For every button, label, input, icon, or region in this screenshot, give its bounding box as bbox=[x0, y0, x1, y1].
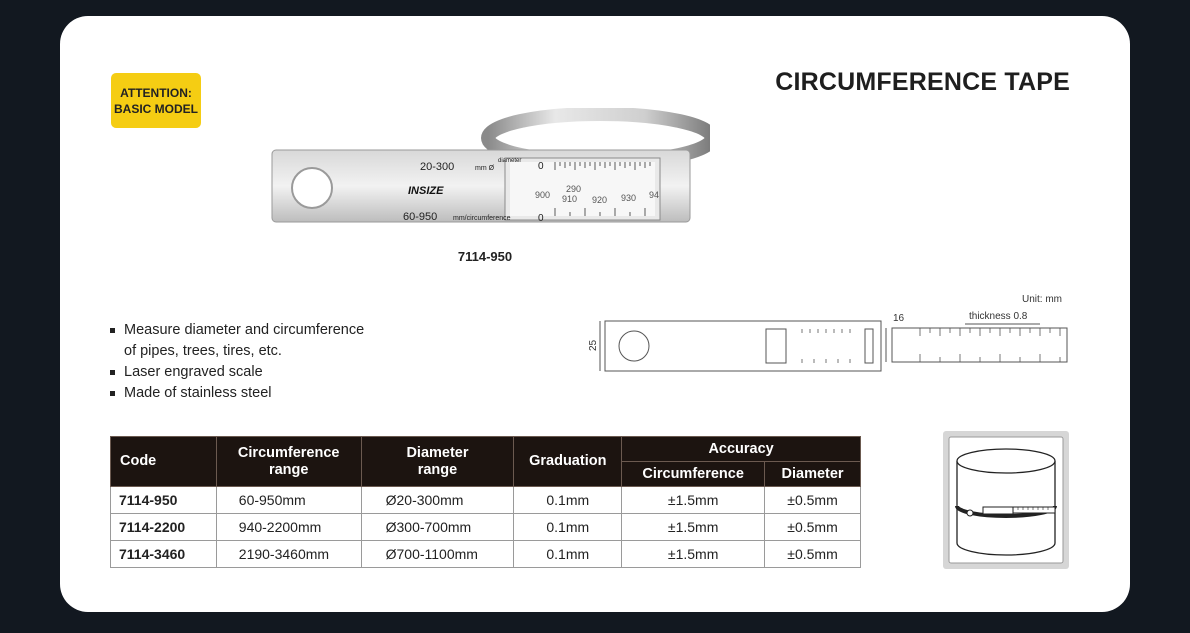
cell-dia: Ø20-300mm bbox=[361, 487, 514, 514]
scale-strip bbox=[510, 162, 655, 216]
scale-label-bottom: 94 bbox=[649, 190, 660, 200]
cell-acc-circ: ±1.5mm bbox=[622, 514, 765, 541]
drawing-ticks bbox=[802, 328, 1060, 363]
header-accuracy: Accuracy bbox=[622, 437, 861, 462]
width-dim-label: 16 bbox=[893, 313, 905, 324]
header-dia-range bbox=[361, 437, 514, 487]
cell-acc-circ: ±1.5mm bbox=[622, 487, 765, 514]
range-top-label: 20-300 bbox=[420, 161, 455, 173]
cell-circ: 60-950mm bbox=[216, 487, 361, 514]
scale-zero-top: 0 bbox=[538, 161, 544, 172]
tape-hole bbox=[292, 168, 332, 208]
drawing-window-left bbox=[766, 329, 786, 363]
drawing-tape-band bbox=[892, 328, 1067, 362]
attention-badge-line1: ATTENTION: bbox=[120, 85, 192, 100]
table-row bbox=[111, 541, 861, 568]
feature-item: Laser engraved scale bbox=[110, 362, 430, 383]
header-circ-range-line1: Circumference bbox=[237, 444, 340, 461]
range-bottom-label: 60-950 bbox=[403, 211, 438, 223]
page-title: CIRCUMFERENCE TAPE bbox=[775, 68, 1070, 96]
header-dia-range-line2: range bbox=[417, 461, 458, 478]
product-photo bbox=[270, 108, 710, 238]
feature-item: Measure diameter and circumference bbox=[110, 320, 430, 341]
model-caption: 7114-950 bbox=[457, 249, 513, 264]
cell-grad: 0.1mm bbox=[514, 487, 622, 514]
cylinder-icon bbox=[943, 431, 1069, 569]
cell-code: 7114-950 bbox=[111, 487, 217, 514]
cell-circ: 2190-3460mm bbox=[216, 541, 361, 568]
brand-logo: INSIZE bbox=[408, 185, 444, 197]
feature-list bbox=[110, 320, 430, 404]
technical-drawing bbox=[580, 288, 1080, 383]
scale-label-top: 290 bbox=[566, 184, 582, 194]
drawing-body bbox=[605, 321, 881, 371]
feature-item-continued: of pipes, trees, tires, etc. bbox=[124, 343, 282, 359]
header-acc-dia: Diameter bbox=[765, 462, 861, 487]
cell-code: 7114-2200 bbox=[111, 514, 217, 541]
circumference-measure-icon bbox=[943, 431, 1069, 569]
cell-acc-circ: ±1.5mm bbox=[622, 541, 765, 568]
drawing-hole bbox=[619, 331, 649, 361]
header-circ-range bbox=[216, 437, 361, 487]
header-code: Code bbox=[111, 437, 217, 487]
unit-bottom-label: mm/circumference bbox=[453, 215, 511, 222]
header-dia-range-line1: Diameter bbox=[406, 444, 469, 461]
cell-code: 7114-3460 bbox=[111, 541, 217, 568]
drawing-svg bbox=[580, 288, 1080, 383]
header-circ-range-line2: range bbox=[268, 461, 309, 478]
cell-circ: 940-2200mm bbox=[216, 514, 361, 541]
scale-label-bottom: 920 bbox=[592, 195, 608, 205]
height-dim-label: 25 bbox=[588, 339, 599, 351]
cell-acc-dia: ±0.5mm bbox=[765, 514, 861, 541]
thickness-label: thickness 0.8 bbox=[969, 311, 1028, 322]
attention-badge bbox=[111, 73, 201, 128]
scale-label-bottom: 930 bbox=[621, 193, 637, 203]
unit-top-word: diameter bbox=[498, 158, 522, 164]
unit-top-label: mm Ø bbox=[475, 165, 495, 172]
cell-dia: Ø700-1100mm bbox=[361, 541, 514, 568]
scale-label-bottom: 900 bbox=[535, 190, 551, 200]
tape-illustration bbox=[270, 108, 710, 238]
cell-acc-dia: ±0.5mm bbox=[765, 541, 861, 568]
spec-table bbox=[110, 436, 861, 568]
scale-label-bottom: 910 bbox=[562, 194, 578, 204]
cell-grad: 0.1mm bbox=[514, 514, 622, 541]
header-graduation: Graduation bbox=[514, 437, 622, 487]
header-acc-circ: Circumference bbox=[622, 462, 765, 487]
drawing-window-right bbox=[865, 329, 873, 363]
drawing-unit: Unit: mm bbox=[1022, 294, 1062, 305]
feature-item: Made of stainless steel bbox=[110, 383, 430, 404]
cell-grad: 0.1mm bbox=[514, 541, 622, 568]
scale-zero-bottom: 0 bbox=[538, 213, 544, 224]
cell-dia: Ø300-700mm bbox=[361, 514, 514, 541]
attention-badge-line2: BASIC MODEL bbox=[114, 101, 198, 116]
cell-acc-dia: ±0.5mm bbox=[765, 487, 861, 514]
table-row bbox=[111, 514, 861, 541]
table-row bbox=[111, 487, 861, 514]
